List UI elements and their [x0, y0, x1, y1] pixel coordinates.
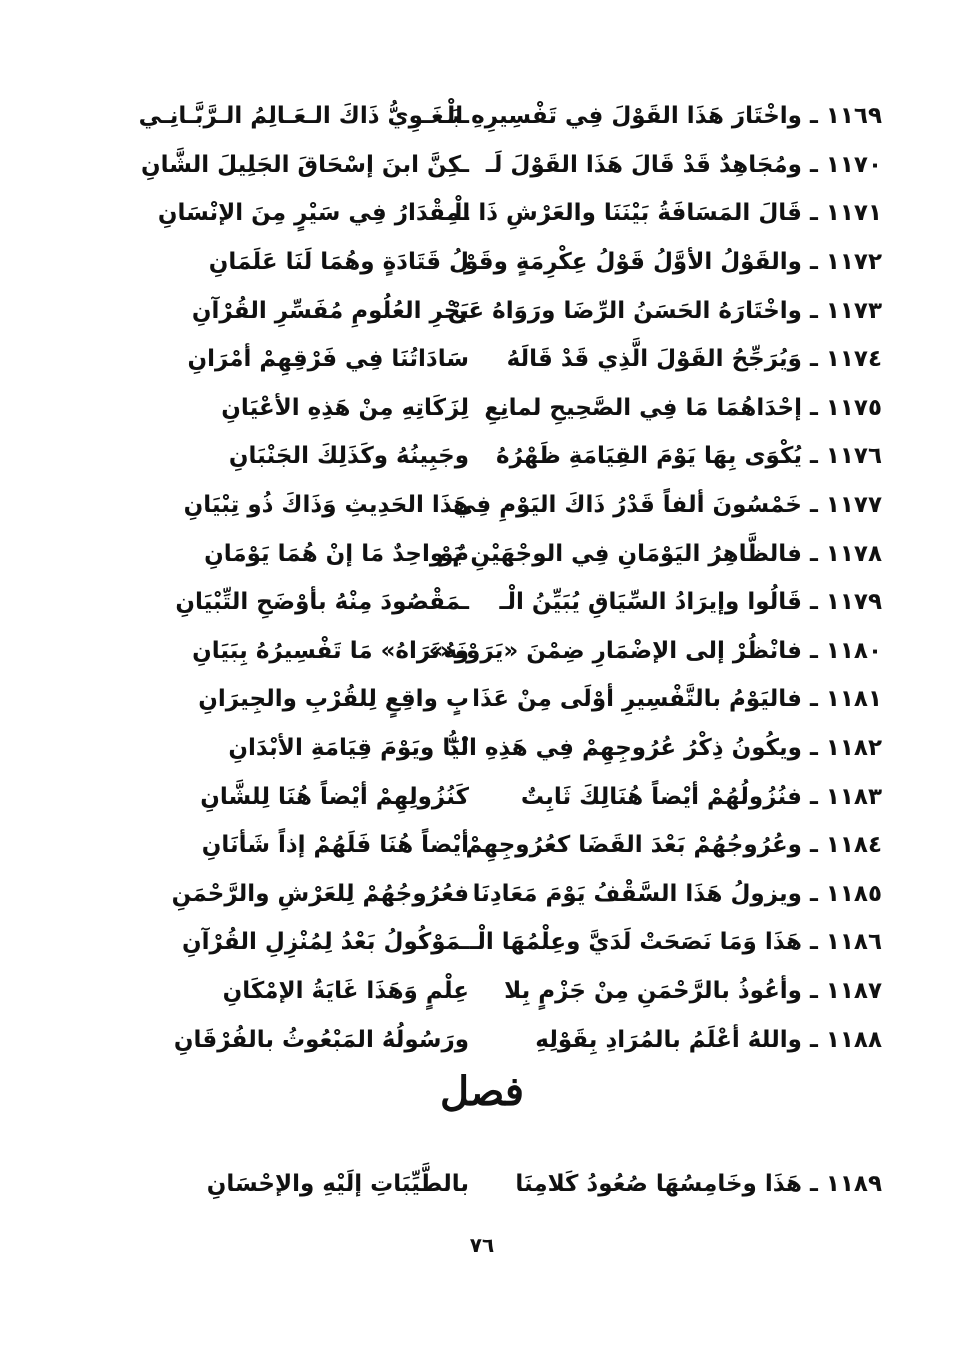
verse-second-half: ـمَوْكُولُ بَعْدُ لِمُنْزِلِ القُرْآنِ	[182, 929, 469, 956]
verse-second-half: كَنُزُولِهِمْ أيْضاً هُنَا لِلشَّانِ	[200, 783, 469, 810]
verse-first-half: ١١٨٩ ـ هَذَا وخَامِسُهَا صُعُودُ كَلامِنَا	[515, 1171, 882, 1198]
verse-second-half: ـكِنَّ ابنَ إسْحَاقَ الجَلِيلَ الشَّانِ	[140, 151, 469, 178]
verse-first-half: ١١٨٠ ـ فانْظُرْ إلى الإضْمَارِ ضِمْنَ «يَرَوْنَهُ»	[428, 637, 882, 664]
poem-verses-after-section	[92, 1160, 882, 1209]
verse-first-half: ١١٦٩ ـ واخْتَارَ هَذَا القَوْلَ فِي تَفْسِيرِهِ الْـ	[438, 103, 882, 130]
verse-first-half: ١١٨١ ـ فاليَوْمُ بالتَّفْسِيرِ أوْلَى مِنْ عَذَا	[472, 686, 882, 713]
verse-second-half: ورَسُولُهُ المَبْعُوثُ بالفُرْقَانِ	[173, 1026, 469, 1053]
verse-second-half: لُ قَتَادَةٍ وهُمَا لَنَا عَلَمَانِ	[208, 249, 469, 276]
verse-line	[92, 384, 882, 433]
verse-line	[92, 481, 882, 530]
verse-line	[92, 141, 882, 190]
verse-first-half: ١١٧١ ـ قَالَ المَسَافَةُ بَيْنَنَا والعَرْشِ ذَا الْـ	[445, 200, 882, 227]
verse-first-half: ١١٧٧ ـ خَمْسُونَ ألفاً قَدْرُ ذَاكَ اليَوْمِ فِي	[452, 492, 882, 519]
verse-line	[92, 627, 882, 676]
verse-second-half: ـمِقْدَارُ فِي سَيْرٍ مِنَ الإنْسَانِ	[157, 200, 469, 227]
verse-first-half: ١١٧٥ ـ إحْدَاهُمَا مَا فِي الصَّحِيحِ لمانِعِ	[484, 394, 882, 421]
verse-line	[92, 821, 882, 870]
verse-second-half: بَحْرِ العُلُومِ مُفَسِّرِ القُرْآنِ	[191, 297, 469, 324]
verse-first-half: ١١٧٢ ـ والقَوْلُ الأوَّلُ قَوْلُ عِكْرِمَةٍ وقَوْ	[464, 249, 882, 276]
verse-first-half: ١١٧٣ ـ واخْتَارَهُ الحَسَنُ الرِّضَا ورَوَاهُ عَنْ	[447, 297, 882, 324]
verse-second-half: سَادَاتُنَا فِي فَرْقِهِمْ أمْرَانِ	[187, 346, 469, 373]
poem-verses	[92, 92, 882, 1064]
verse-line	[92, 724, 882, 773]
verse-line	[92, 1015, 882, 1064]
verse-second-half: أيْضاً هُنَا فَلَهُمْ إذاً شَأنَانِ	[201, 832, 469, 859]
verse-line	[92, 967, 882, 1016]
verse-first-half: ١١٨٨ ـ واللهُ أعْلَمُ بالمُرَادِ بِقَوْلِهِ	[535, 1026, 882, 1053]
verse-line	[92, 918, 882, 967]
verse-first-half: ١١٨٧ ـ وأعُوذُ بالرَّحْمَنِ مِنْ جَزْمٍ بِلا	[504, 977, 882, 1004]
verse-second-half: هَذَا الحَدِيثِ وَذَاكَ ذُو تِبْيَانِ	[183, 492, 469, 519]
section-title: فصل	[439, 1068, 525, 1115]
verse-line	[92, 772, 882, 821]
verse-second-half: لِزَكَاتِهِ مِنْ هَذِهِ الأعْيَانِ	[221, 394, 469, 421]
verse-second-half: نْيَا ويَوْمَ قِيَامَةِ الأبْدَانِ	[228, 735, 469, 762]
verse-first-half: ١١٨٤ ـ وعُرُوجُهُمْ بَعْدَ القَضَا كعُرُوجِهِمْ	[465, 832, 882, 859]
verse-line	[92, 432, 882, 481]
verse-line	[92, 870, 882, 919]
verse-second-half: عِلْمٍ وَهَذَا غَايَةُ الإمْكَانِ	[222, 977, 469, 1004]
verse-first-half: ١١٨٣ ـ فنُزُولُهُمْ أيْضاً هُنَالِكَ ثَابِتٌ	[520, 783, 882, 810]
verse-line	[92, 335, 882, 384]
verse-second-half: بٍ واقِعٍ لِلقُرْبِ والجِيرَانِ	[198, 686, 469, 713]
verse-second-half: بالطَّيِّبَاتِ إلَيْهِ والإحْسَانِ	[206, 1171, 469, 1198]
verse-first-half: ١١٧٨ ـ فالظَّاهِرُ اليَوْمَانِ فِي الوجْهَيْنِ يَوْ	[439, 540, 882, 567]
verse-first-half: ١١٧٦ ـ يُكْوَى بِهَا يَوْمَ القِيَامَةِ ظَهْرُهُ	[496, 443, 882, 470]
verse-line	[92, 238, 882, 287]
verse-second-half: ـمَقْصُودَ مِنْهُ بأوْضَحِ التِّبْيَانِ	[175, 589, 469, 616]
verse-first-half: ١١٨٢ ـ ويكُونُ ذِكْرُ عُرُوجِهِمْ فِي هَذِهِ الدُّ	[447, 735, 882, 762]
verse-first-half: ١١٨٥ ـ ويزولُ هَذَا السَّقْفُ يَوْمَ مَعَادِنَا	[472, 880, 882, 907]
verse-line	[92, 529, 882, 578]
verse-line	[92, 92, 882, 141]
page-number: ٧٦	[469, 1233, 495, 1257]
verse-line	[92, 578, 882, 627]
verse-second-half: و«نَرَاهُ» مَا تَفْسِيرُهُ بِبَيَانِ	[192, 637, 469, 664]
verse-first-half: ١١٧٩ ـ قَالُوا وإيرَادُ السِّيَاقِ يُبَيِّنُ الْـ	[499, 589, 882, 616]
verse-line	[92, 1160, 882, 1209]
verse-second-half: وجَبِينُهُ وكَذَلِكَ الجَنْبَانِ	[228, 443, 469, 470]
verse-line	[92, 675, 882, 724]
verse-first-half: ١١٧٠ ـ ومُجَاهِدٌ قَدْ قَالَ هَذَا القَوْلَ لَـ	[485, 151, 882, 178]
verse-line	[92, 189, 882, 238]
verse-second-half: ـبَـغَـوِيُّ ذَاكَ الـعَـالِمُ الـرَّبَّـانِـي	[138, 103, 469, 130]
verse-second-half: فعُرُوجُهُمْ لِلعَرْشِ والرَّحْمَنِ	[171, 880, 469, 907]
verse-first-half: ١١٨٦ ـ هَذَا وَمَا نَصَحَتْ لَدَيَّ وعِلْمُهَا الْـ	[469, 929, 882, 956]
verse-first-half: ١١٧٤ ـ وَيُرَجِّحُ القَوْلَ الَّذِي قَدْ قَالَهُ	[506, 346, 882, 373]
verse-line	[92, 286, 882, 335]
verse-second-half: مٌ واحِدٌ مَا إنْ هُمَا يَوْمَانِ	[204, 540, 469, 567]
